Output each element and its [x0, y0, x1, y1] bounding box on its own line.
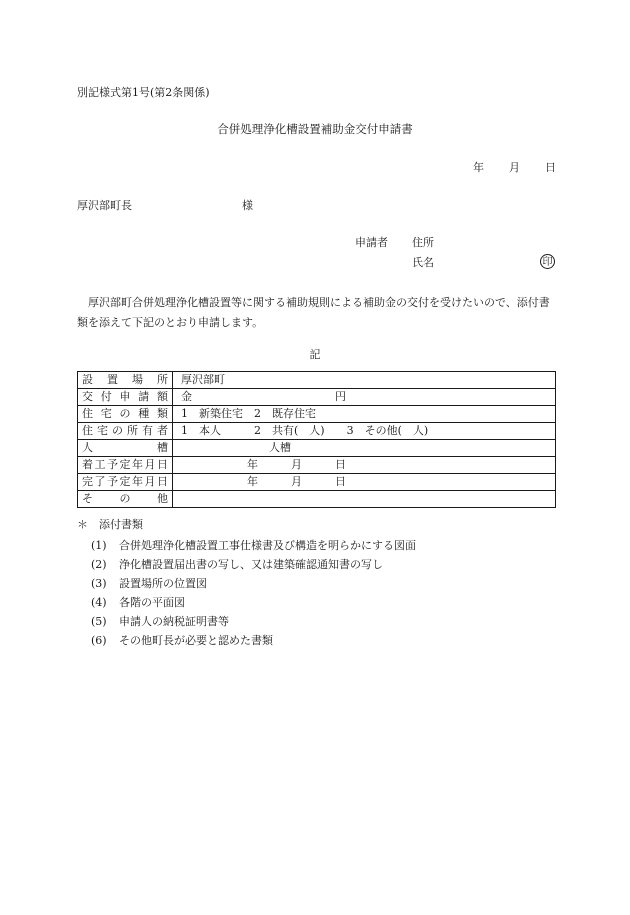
row-label-amount: 交付申請額	[78, 389, 173, 406]
table-row	[78, 440, 556, 457]
attachment-text: 設置場所の位置図	[119, 577, 207, 590]
attachments-heading: ＊ 添付書類	[77, 518, 143, 531]
attachment-number: (3)	[91, 577, 107, 590]
attachment-text: 浄化槽設置届出書の写し、又は建築確認通知書の写し	[119, 558, 383, 571]
table-row	[78, 406, 556, 423]
row-value-location: 厚沢部町	[173, 372, 556, 389]
row-value-start-date: 年 月 日	[173, 457, 556, 474]
list-item	[91, 597, 185, 608]
attachment-number: (2)	[91, 558, 107, 571]
applicant-label: 申請者	[355, 236, 388, 249]
attachment-text: 合併処理浄化槽設置工事仕様書及び構造を明らかにする図面	[119, 539, 416, 552]
name-label: 氏名	[412, 256, 434, 269]
table-row	[78, 423, 556, 440]
row-label-location: 設置場所	[78, 372, 173, 389]
date-day-label: 日	[545, 161, 556, 174]
table-row	[78, 372, 556, 389]
date-year-label: 年	[473, 161, 484, 174]
attachment-text: その他町長が必要と認めた書類	[119, 634, 273, 647]
row-label-capacity: 人槽	[78, 440, 173, 457]
seal-mark: 印	[540, 254, 555, 269]
list-item	[91, 616, 229, 627]
row-label-end-date: 完了予定年月日	[78, 474, 173, 491]
row-label-start-date: 着工予定年月日	[78, 457, 173, 474]
attachment-number: (5)	[91, 615, 107, 628]
row-value-other	[173, 491, 556, 508]
list-item	[91, 635, 273, 646]
table-row	[78, 474, 556, 491]
form-number: 別記様式第1号(第2条関係)	[77, 86, 210, 99]
honorific: 様	[242, 199, 253, 212]
list-item	[91, 559, 383, 570]
list-item	[91, 578, 207, 589]
attachment-number: (6)	[91, 634, 107, 647]
date-month-label: 月	[509, 161, 520, 174]
row-value-end-date: 年 月 日	[173, 474, 556, 491]
row-value-house-type: 1 新築住宅 2 既存住宅	[173, 406, 556, 423]
row-label-house-type: 住宅の種類	[78, 406, 173, 423]
row-label-other: その他	[78, 491, 173, 508]
addressee: 厚沢部町長	[77, 199, 132, 212]
row-value-amount: 金 円	[173, 389, 556, 406]
row-label-owner: 住宅の所有者	[78, 423, 173, 440]
document-title: 合併処理浄化槽設置補助金交付申請書	[217, 122, 413, 136]
address-label: 住所	[412, 236, 434, 249]
attachment-text: 各階の平面図	[119, 596, 185, 609]
row-value-owner: 1 本人 2 共有( 人) 3 その他( 人)	[173, 423, 556, 440]
list-item	[91, 540, 416, 551]
application-statement: 厚沢部町合併処理浄化槽設置等に関する補助規則による補助金の交付を受けたいので、添付書類を添えて下記のとおり申請します。	[77, 296, 550, 329]
row-value-capacity: 人槽	[173, 440, 556, 457]
table-row	[78, 457, 556, 474]
ki-heading: 記	[309, 348, 321, 361]
attachment-text: 申請人の納税証明書等	[119, 615, 229, 628]
attachment-number: (4)	[91, 596, 107, 609]
application-table	[77, 371, 556, 508]
attachment-number: (1)	[91, 539, 107, 552]
table-row	[78, 491, 556, 508]
table-row	[78, 389, 556, 406]
